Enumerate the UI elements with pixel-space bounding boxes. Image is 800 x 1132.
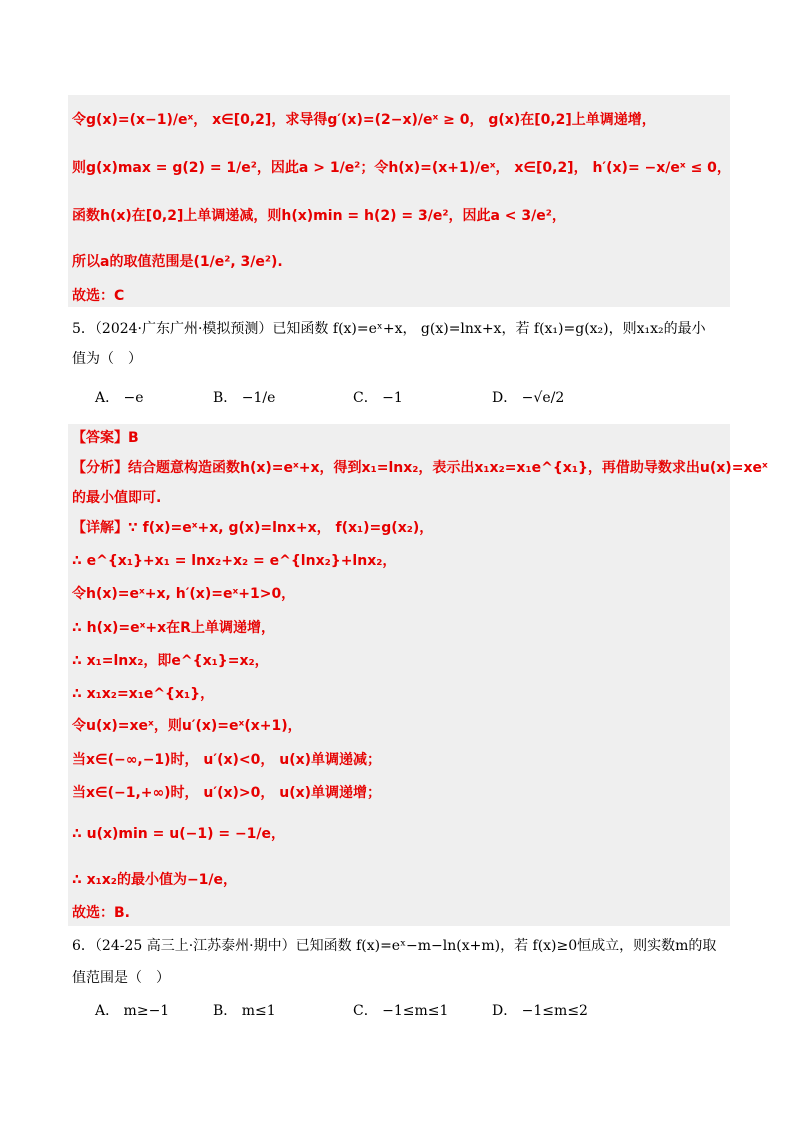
question-6-text-cont: 值范围是（ ） (72, 970, 170, 986)
detail-line: ∴ h(x)=eˣ+x在R上单调递增， (72, 620, 275, 636)
detail-line: 当x∈(−1,+∞)时， u′(x)>0， u(x)单调递增； (72, 785, 382, 801)
detail-line: ∴ x₁x₂的最小值为−1/e， (72, 872, 238, 888)
question-5-text-cont: 值为（ ） (72, 351, 142, 367)
detail-line: ∴ u(x)min = u(−1) = −1/e， (72, 826, 286, 842)
question-6-text: 6．（24-25 高三上·江苏泰州·期中）已知函数 f(x)=eˣ−m−ln(x+m)，若 f(x)≥0恒成立，则实数m的取 (72, 938, 717, 954)
q5-option-b: B． −1/e (213, 390, 276, 406)
q5-option-c: C． −1 (353, 390, 403, 406)
q6-option-a: A． m≥−1 (95, 1003, 170, 1019)
question-5-text: 5．（2024·广东广州·模拟预测）已知函数 f(x)=eˣ+x， g(x)=lnx+x，若 f(x₁)=g(x₂)，则x₁x₂的最小 (72, 321, 706, 337)
q5-option-a: A． −e (95, 390, 144, 406)
q6-option-c: C． −1≤m≤1 (353, 1003, 449, 1019)
answer-line: 【答案】B (72, 430, 139, 446)
detail-line: 令u(x)=xeˣ，则u′(x)=eˣ(x+1)， (72, 718, 302, 734)
analysis-line: 【分析】结合题意构造函数h(x)=eˣ+x，得到x₁=lnx₂，表示出x₁x₂=x₁e^{x₁}，再借助导数求出u(x)=xeˣ (72, 460, 768, 476)
detail-line: 当x∈(−∞,−1)时， u′(x)<0， u(x)单调递减； (72, 752, 382, 768)
solution-line: 函数h(x)在[0,2]上单调递减，则h(x)min = h(2) = 3/e²，因此a < 3/e²， (72, 208, 566, 224)
detail-line: ∴ e^{x₁}+x₁ = lnx₂+x₂ = e^{lnx₂}+lnx₂， (72, 553, 397, 569)
solution-line: 则g(x)max = g(2) = 1/e²，因此a > 1/e²；令h(x)=(x+1)/eˣ， x∈[0,2]， h′(x)= −x/eˣ ≤ 0， (72, 160, 731, 176)
q6-option-d: D． −1≤m≤2 (492, 1003, 588, 1019)
answer-line: 故选：B. (72, 905, 130, 921)
solution-line: 令g(x)=(x−1)/eˣ， x∈[0,2]，求导得g′(x)=(2−x)/eˣ ≥ 0， g(x)在[0,2]上单调递增， (72, 112, 656, 128)
analysis-line-cont: 的最小值即可. (72, 490, 162, 506)
detail-line: ∴ x₁=lnx₂，即e^{x₁}=x₂， (72, 653, 269, 669)
detail-line: ∴ x₁x₂=x₁e^{x₁}， (72, 686, 215, 702)
solution-line: 所以a的取值范围是(1/e², 3/e²). (72, 254, 283, 270)
detail-line: 令h(x)=eˣ+x, h′(x)=eˣ+1>0， (72, 586, 296, 602)
q6-option-b: B． m≤1 (213, 1003, 276, 1019)
q5-option-d: D． −√e/2 (492, 390, 565, 406)
detail-line: 【详解】∵ f(x)=eˣ+x, g(x)=lnx+x， f(x₁)=g(x₂)， (72, 520, 434, 536)
answer-line: 故选：C (72, 288, 125, 304)
